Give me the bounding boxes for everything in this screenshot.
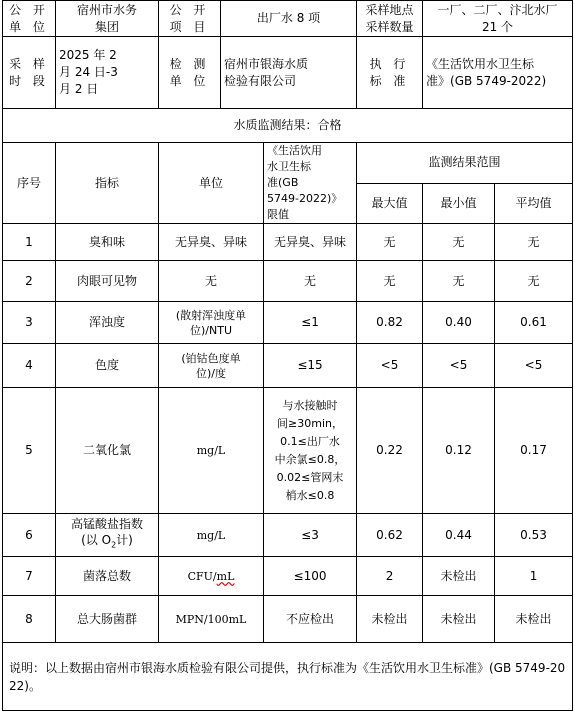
row-index <box>56 514 159 557</box>
table-row <box>3 261 573 302</box>
row-min: 0.40 <box>423 302 495 344</box>
header-row-1 <box>3 1 573 37</box>
note-row <box>3 643 573 711</box>
row-limit: 与水接触时 间≥30min， 0.1≤出厂水 中余氯≤0.8， 0.02≤管网末 梢水≤0.8 <box>264 388 357 514</box>
row-avg: 无 <box>495 224 573 261</box>
row-max: <5 <box>357 344 423 388</box>
sample-value: 一厂、二厂、汴北水厂 21 个 <box>423 1 573 37</box>
row-min: 未检出 <box>423 557 495 596</box>
row-limit: ≤1 <box>264 302 357 344</box>
table-row <box>3 514 573 557</box>
row-unit: (铂钴色度单 位)/度 <box>159 344 264 388</box>
row-limit: 不应检出 <box>264 596 357 643</box>
std-label: 执 行 标 准 <box>357 37 423 109</box>
row-unit: 无 <box>159 261 264 302</box>
row-index: 二氧化氯 <box>56 388 159 514</box>
org-label: 检 测 单 位 <box>159 37 221 109</box>
item-label: 公 开 项 目 <box>159 1 221 37</box>
col-max: 最大值 <box>357 183 423 224</box>
row-unit: (散射浑浊度单 位)/NTU <box>159 302 264 344</box>
row-avg: 未检出 <box>495 596 573 643</box>
period-value: 2025 年 2 月 24 日-3 月 2 日 <box>56 37 159 109</box>
col-index: 指标 <box>56 143 159 224</box>
col-avg: 平均值 <box>495 183 573 224</box>
row-max: 0.22 <box>357 388 423 514</box>
table-row <box>3 344 573 388</box>
unit-label: 公 开 单 位 <box>3 1 56 37</box>
column-header-row-1 <box>3 143 573 184</box>
row-max: 无 <box>357 261 423 302</box>
index-name: 高锰酸盐指数 <box>70 517 143 532</box>
row-index: 浑浊度 <box>56 302 159 344</box>
row-avg: 0.61 <box>495 302 573 344</box>
sample-label: 采样地点 采样数量 <box>357 1 423 37</box>
unit-value: 宿州市水务 集团 <box>56 1 159 37</box>
row-unit: mg/L <box>159 388 264 514</box>
row-index: 总大肠菌群 <box>56 596 159 643</box>
report-table <box>2 0 573 711</box>
table-row <box>3 557 573 596</box>
row-no: 5 <box>3 388 56 514</box>
result-text: 水质监测结果：合格 <box>3 109 573 143</box>
col-limit: 《生活饮用 水卫生标 准(GB 5749-2022)》 限值 <box>264 143 357 224</box>
row-limit: 无 <box>264 261 357 302</box>
row-no: 6 <box>3 514 56 557</box>
row-avg: <5 <box>495 344 573 388</box>
item-value: 出厂水 8 项 <box>221 1 357 37</box>
row-no: 7 <box>3 557 56 596</box>
row-limit: 无异臭、异味 <box>264 224 357 261</box>
index-subscript: 2 <box>111 540 117 550</box>
row-unit <box>159 557 264 596</box>
row-avg: 1 <box>495 557 573 596</box>
row-max: 无 <box>357 224 423 261</box>
col-range: 监测结果范围 <box>357 143 573 184</box>
row-no: 4 <box>3 344 56 388</box>
row-index: 臭和味 <box>56 224 159 261</box>
row-min: 无 <box>423 224 495 261</box>
col-no: 序号 <box>3 143 56 224</box>
row-no: 1 <box>3 224 56 261</box>
table-row <box>3 224 573 261</box>
row-limit: ≤3 <box>264 514 357 557</box>
row-min: 未检出 <box>423 596 495 643</box>
row-unit: 无异臭、异味 <box>159 224 264 261</box>
row-max: 2 <box>357 557 423 596</box>
row-no: 8 <box>3 596 56 643</box>
row-avg: 0.17 <box>495 388 573 514</box>
period-label: 采 样 时 段 <box>3 37 56 109</box>
row-min: 0.44 <box>423 514 495 557</box>
row-avg: 0.53 <box>495 514 573 557</box>
row-limit: ≤100 <box>264 557 357 596</box>
row-unit: mg/L <box>159 514 264 557</box>
row-max: 0.62 <box>357 514 423 557</box>
header-row-2 <box>3 37 573 109</box>
row-index: 菌落总数 <box>56 557 159 596</box>
table-row <box>3 596 573 643</box>
result-row <box>3 109 573 143</box>
index-basis-end: 计) <box>116 533 133 548</box>
row-min: 0.12 <box>423 388 495 514</box>
col-unit: 单位 <box>159 143 264 224</box>
row-max: 0.82 <box>357 302 423 344</box>
row-no: 2 <box>3 261 56 302</box>
row-unit: MPN/100mL <box>159 596 264 643</box>
std-value: 《生活饮用水卫生标 准》(GB 5749-2022) <box>423 37 573 109</box>
row-no: 3 <box>3 302 56 344</box>
row-index: 肉眼可见物 <box>56 261 159 302</box>
row-avg: 无 <box>495 261 573 302</box>
col-min: 最小值 <box>423 183 495 224</box>
index-basis: (以 O <box>81 533 112 548</box>
table-row <box>3 388 573 514</box>
row-min: 无 <box>423 261 495 302</box>
row-index: 色度 <box>56 344 159 388</box>
row-min: <5 <box>423 344 495 388</box>
unit-suffix: mL <box>216 569 235 583</box>
row-limit: ≤15 <box>264 344 357 388</box>
unit-prefix: CFU/ <box>187 569 217 583</box>
row-max: 未检出 <box>357 596 423 643</box>
table-row <box>3 302 573 344</box>
note-text: 说明：以上数据由宿州市银海水质检验有限公司提供，执行标准为《生活饮用水卫生标准》(GB 5749-2022)。 <box>3 643 573 711</box>
org-value: 宿州市银海水质 检验有限公司 <box>221 37 357 109</box>
